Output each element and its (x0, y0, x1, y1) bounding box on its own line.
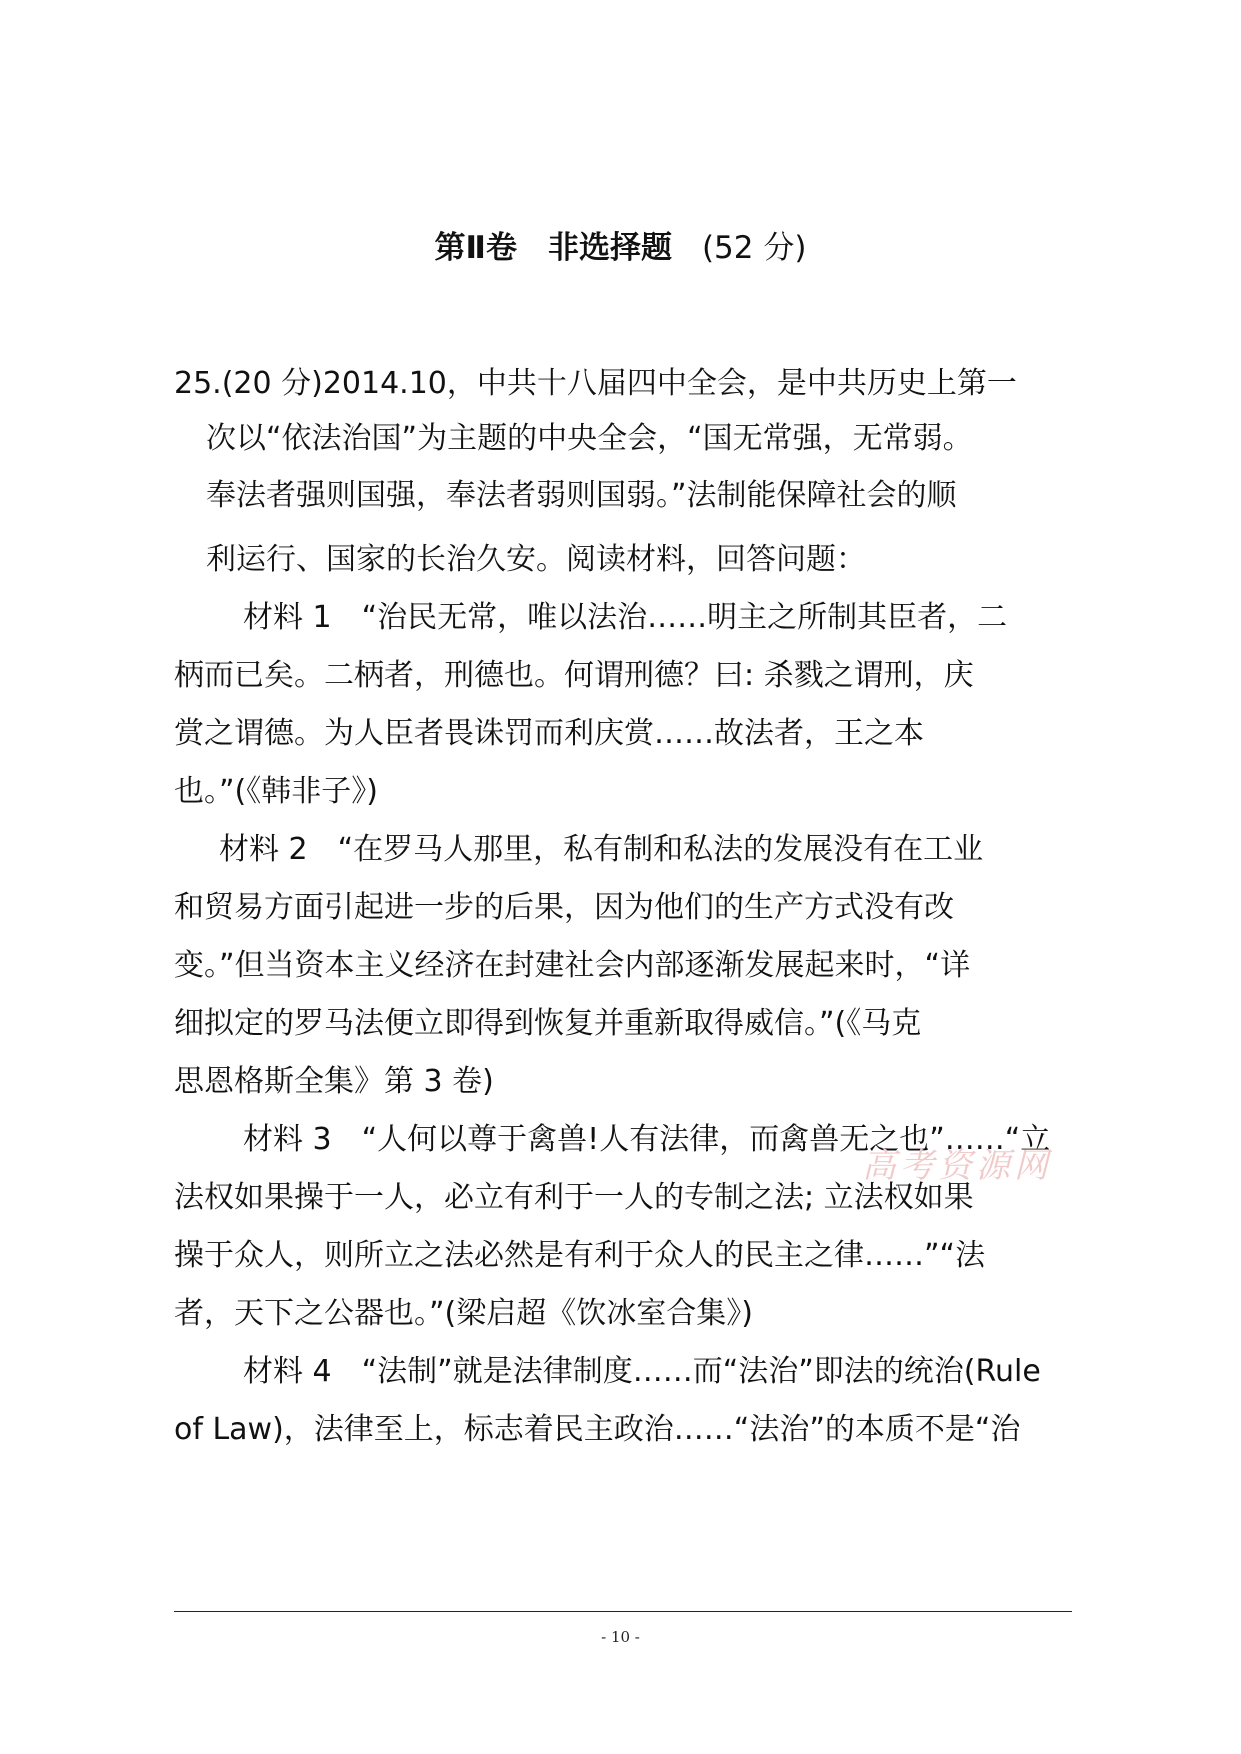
material-2-line: 和贸易方面引起进一步的后果，因为他们的生产方式没有改 (174, 890, 954, 925)
material-4-line: 材料 4 “法制”就是法律制度……而“法治”即法的统治(Rule (243, 1354, 1041, 1389)
question-line: 利运行、国家的长治久安。阅读材料，回答问题： (206, 542, 866, 577)
section-title (0, 226, 1241, 270)
footer-divider (174, 1611, 1072, 1612)
question-line: 25.(20 分)2014.10，中共十八届四中全会，是中共历史上第一 (174, 366, 1017, 401)
material-3-line: 法权如果操于一人，必立有利于一人的专制之法; 立法权如果 (174, 1180, 974, 1215)
material-1-line: 柄而已矣。二柄者，刑德也。何谓刑德？曰: 杀戮之谓刑，庆 (174, 658, 974, 693)
question-line: 次以“依法治国”为主题的中央全会，“国无常强，无常弱。 (206, 421, 973, 456)
material-1-line: 也。”(《韩非子》) (174, 774, 378, 809)
material-4-line: of Law)，法律至上，标志着民主政治……“法治”的本质不是“治 (174, 1412, 1021, 1447)
material-3-line: 操于众人，则所立之法必然是有利于众人的民主之律……”“法 (174, 1238, 986, 1273)
material-1-line: 赏之谓德。为人臣者畏诛罚而利庆赏……故法者，王之本 (174, 716, 924, 751)
section-score: (52 分) (701, 230, 807, 266)
material-2-line: 细拟定的罗马法便立即得到恢复并重新取得威信。”(《马克 (174, 1006, 922, 1041)
section-title-text: 第Ⅱ卷 非选择题 (434, 230, 672, 266)
material-3-line: 材料 3 “人何以尊于禽兽!人有法律，而禽兽无之也”……“立 (243, 1122, 1051, 1157)
material-2-line: 变。”但当资本主义经济在封建社会内部逐渐发展起来时，“详 (174, 948, 971, 983)
question-line: 奉法者强则国强，奉法者弱则国弱。”法制能保障社会的顺 (206, 478, 957, 513)
material-2-line: 材料 2 “在罗马人那里，私有制和私法的发展没有在工业 (219, 832, 984, 867)
material-3-line: 者，天下之公器也。”(梁启超《饮冰室合集》) (174, 1296, 753, 1331)
watermark-stamp: 高考资源网 (862, 1146, 1052, 1186)
material-2-line: 思恩格斯全集》第 3 卷) (174, 1064, 494, 1099)
page-number: - 10 - (601, 1628, 640, 1646)
material-1-line: 材料 1 “治民无常，唯以法治……明主之所制其臣者，二 (243, 600, 1008, 635)
